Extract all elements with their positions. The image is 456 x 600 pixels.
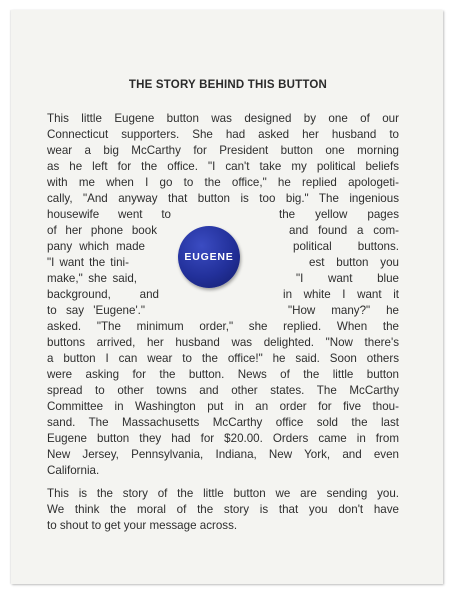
wrapped-line-left: make," she said, [47,272,137,285]
moral-line: We think the moral of the story is that you don't have [47,503,399,516]
story-line: cally, "And anyway that button is too big." The ingenious [47,192,399,205]
wrapped-line-right: political buttons. [293,240,399,253]
wrapped-line-right: est button you [309,256,399,269]
eugene-campaign-button [178,226,240,288]
story-line: Connecticut supporters. She had asked her husband to [47,128,399,141]
story-line: Committee in Washington put in an order for five thou- [47,400,399,413]
story-line: were asking for the button. News of the little button [47,368,399,381]
story-line: sand. The Massachusetts McCarthy office sold the last [47,416,399,429]
story-line: Eugene button they had for $20.00. Orders came in from [47,432,399,445]
wrapped-line-right: in white I want it [283,288,399,301]
wrapped-line [47,287,399,303]
button-label: EUGENE [184,251,234,263]
moral-line: to shout to get your message across. [47,519,238,532]
wrapped-line-right: the yellow pages [279,208,399,221]
wrapped-line-left: "I want the tini- [47,256,129,269]
story-title: THE STORY BEHIND THIS BUTTON [128,79,328,91]
story-line: a button I can wear to the office!" he said. Soon others [47,352,399,365]
wrapped-line-right: "How many?" he [288,304,399,317]
story-line: wear a big McCarthy for President button one morning [47,144,399,157]
story-line: This little Eugene button was designed by one of our [47,112,399,125]
wrapped-line-left: housewife went to [47,208,171,221]
wrapped-line-left: background, and [47,288,159,301]
wrapped-line-left: of her phone book [47,224,157,237]
wrapped-line [47,207,399,223]
story-line: buttons arrived, her husband was delighted. "Now there's [47,336,399,349]
wrapped-line-left: to say 'Eugene'." [47,304,145,317]
wrapped-line-right: "I want blue [296,272,399,285]
moral-line: This is the story of the little button we are sending you. [47,487,399,500]
wrapped-line [47,303,399,319]
story-line: as he left for the office. "I can't take my political beliefs [47,160,399,173]
story-line: spread to other towns and other states. The McCarthy [47,384,399,397]
story-line: asked. "The minimum order," she replied. When the [47,320,399,333]
wrapped-line-left: pany which made [47,240,145,253]
wrapped-line-right: and found a com- [289,224,399,237]
story-line: New Jersey, Pennsylvania, Indiana, New York, and even [47,448,399,461]
story-line: California. [47,464,100,477]
story-line: with me when I go to the office," he replied apologeti- [47,176,399,189]
